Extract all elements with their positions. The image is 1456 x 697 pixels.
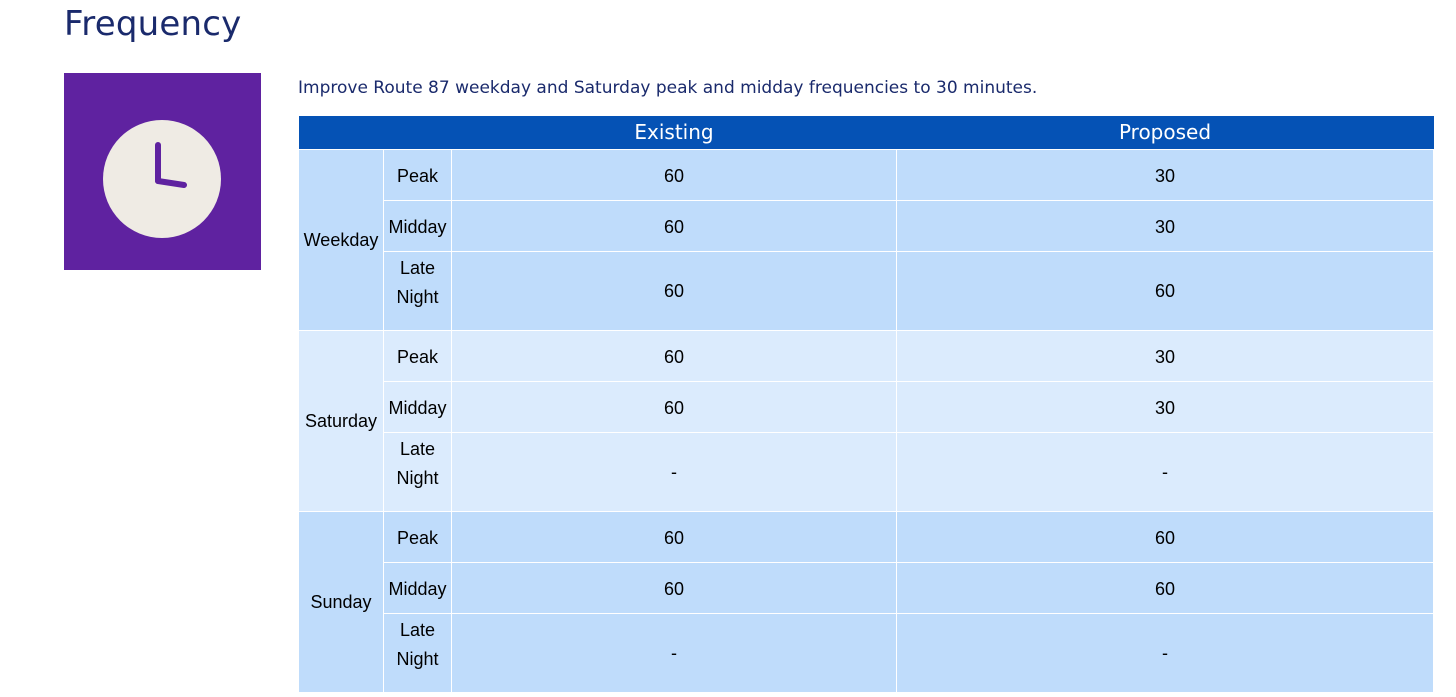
proposed-cell: 30 — [897, 382, 1434, 433]
weekday-group — [299, 150, 1434, 331]
day-cell: Weekday — [299, 150, 384, 331]
period-cell: Peak — [384, 331, 452, 382]
existing-cell: 60 — [452, 201, 897, 252]
period-cell: Midday — [384, 382, 452, 433]
existing-cell: 60 — [452, 150, 897, 201]
proposed-cell: 60 — [897, 512, 1434, 563]
existing-cell: 60 — [452, 563, 897, 614]
table-row — [299, 512, 1434, 563]
day-cell: Sunday — [299, 512, 384, 693]
proposed-cell: - — [897, 433, 1434, 512]
period-cell: Midday — [384, 563, 452, 614]
existing-cell: 60 — [452, 512, 897, 563]
table-row — [299, 150, 1434, 201]
clock-tile — [64, 73, 261, 270]
intro-text: Improve Route 87 weekday and Saturday peak and midday frequencies to 30 minutes. — [298, 78, 1038, 98]
proposed-cell: - — [897, 614, 1434, 693]
header-cell-existing: Existing — [452, 116, 897, 150]
period-cell: Late Night — [384, 433, 452, 512]
table-row — [299, 331, 1434, 382]
existing-cell: 60 — [452, 382, 897, 433]
existing-cell: - — [452, 614, 897, 693]
table-row — [299, 563, 1434, 614]
proposed-cell: 60 — [897, 563, 1434, 614]
header-cell-day — [299, 116, 384, 150]
existing-cell: 60 — [452, 331, 897, 382]
existing-cell: 60 — [452, 252, 897, 331]
header-cell-period — [384, 116, 452, 150]
table-row — [299, 201, 1434, 252]
proposed-cell: 30 — [897, 201, 1434, 252]
proposed-cell: 60 — [897, 252, 1434, 331]
period-cell: Late Night — [384, 252, 452, 331]
proposed-cell: 30 — [897, 150, 1434, 201]
frequency-table — [298, 116, 1434, 693]
day-cell: Saturday — [299, 331, 384, 512]
header-row — [299, 116, 1434, 150]
sunday-group — [299, 512, 1434, 693]
table-row — [299, 382, 1434, 433]
header-cell-proposed: Proposed — [897, 116, 1434, 150]
table-row — [299, 614, 1434, 693]
page-title: Frequency — [64, 4, 242, 44]
saturday-group — [299, 331, 1434, 512]
period-cell: Peak — [384, 512, 452, 563]
clock-icon — [64, 73, 261, 270]
table-row — [299, 252, 1434, 331]
period-cell: Late Night — [384, 614, 452, 693]
period-cell: Peak — [384, 150, 452, 201]
existing-cell: - — [452, 433, 897, 512]
table-row — [299, 433, 1434, 512]
period-cell: Midday — [384, 201, 452, 252]
proposed-cell: 30 — [897, 331, 1434, 382]
